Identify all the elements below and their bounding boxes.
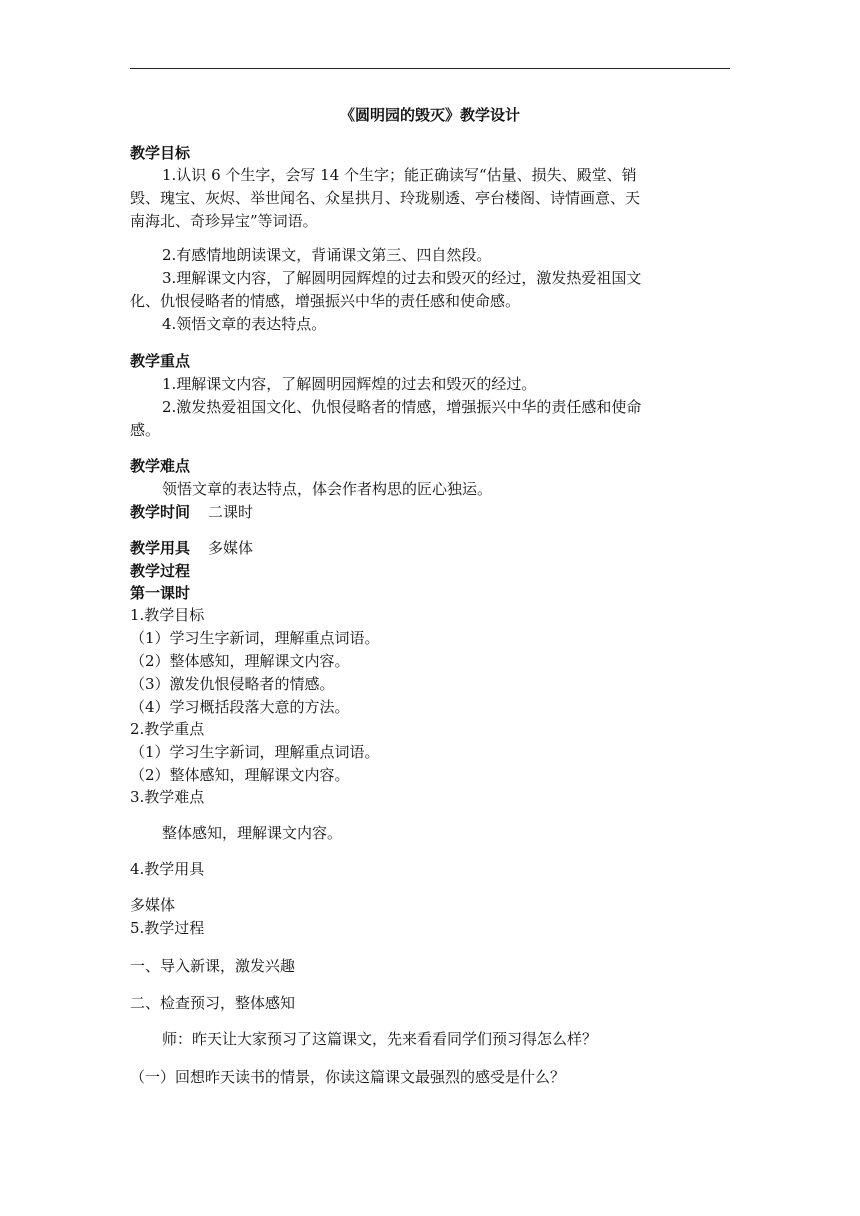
list-item: （4）学习概括段落大意的方法。	[130, 698, 350, 716]
tools-heading: 教学用具	[130, 539, 191, 557]
lesson1-difficulty-text: 整体感知，理解课文内容。	[162, 824, 343, 842]
key-heading: 教学重点	[130, 352, 191, 370]
difficulty-heading: 教学难点	[130, 457, 191, 475]
tools-row	[130, 537, 730, 559]
time-value: 二课时	[208, 503, 254, 521]
goal-line: 2.有感情地朗读课文，背诵课文第三、四自然段。	[162, 246, 492, 264]
question-line: （一）回想昨天读书的情景，你读这篇课文最强烈的感受是什么？	[130, 1068, 566, 1086]
goals-heading: 教学目标	[130, 144, 191, 162]
document-title: 《圆明园的毁灭》教学设计	[339, 106, 520, 124]
list-item: （2）整体感知，理解课文内容。	[130, 766, 350, 784]
lesson1-tools-text: 多媒体	[130, 896, 176, 914]
teacher-line: 师：昨天让大家预习了这篇课文，先来看看同学们预习得怎么样？	[162, 1030, 598, 1048]
process-heading: 教学过程	[130, 562, 191, 580]
lesson1-key-label: 2.教学重点	[130, 720, 205, 738]
lesson1-goals-label: 1.教学目标	[130, 606, 205, 624]
time-row	[130, 501, 730, 523]
difficulty-text: 领悟文章的表达特点，体会作者构思的匠心独运。	[162, 480, 493, 498]
lesson1-tools-label: 4.教学用具	[130, 860, 205, 878]
list-item: （2）整体感知，理解课文内容。	[130, 652, 350, 670]
goal-line: 毁、瑰宝、灰烬、举世闻名、众星拱月、玲珑剔透、亭台楼阁、诗情画意、天	[130, 189, 641, 207]
step-heading: 二、检查预习，整体感知	[130, 994, 296, 1012]
list-item: （1）学习生字新词，理解重点词语。	[130, 743, 380, 761]
goal-line: 3.理解课文内容，了解圆明园辉煌的过去和毁灭的经过，激发热爱祖国文	[162, 269, 642, 287]
key-line: 感。	[130, 421, 161, 439]
lesson1-process-label: 5.教学过程	[130, 919, 205, 937]
goal-line: 化、仇恨侵略者的情感，增强振兴中华的责任感和使命感。	[130, 292, 521, 310]
step-heading: 一、导入新课，激发兴趣	[130, 957, 296, 975]
time-heading: 教学时间	[130, 503, 191, 521]
goal-line: 南海北、奇珍异宝”等词语。	[130, 212, 318, 230]
list-item: （1）学习生字新词，理解重点词语。	[130, 629, 380, 647]
key-line: 2.激发热爱祖国文化、仇恨侵略者的情感，增强振兴中华的责任感和使命	[162, 398, 642, 416]
lesson1-heading: 第一课时	[130, 584, 191, 602]
goal-line: 1.认识 6 个生字，会写 14 个生字；能正确读写“估量、损失、殿堂、销	[162, 166, 637, 184]
goal-line: 4.领悟文章的表达特点。	[162, 315, 327, 333]
header-rule	[130, 68, 730, 69]
list-item: （3）激发仇恨侵略者的情感。	[130, 675, 335, 693]
tools-value: 多媒体	[208, 539, 254, 557]
lesson1-difficulty-label: 3.教学难点	[130, 788, 205, 806]
key-line: 1.理解课文内容，了解圆明园辉煌的过去和毁灭的经过。	[162, 375, 537, 393]
